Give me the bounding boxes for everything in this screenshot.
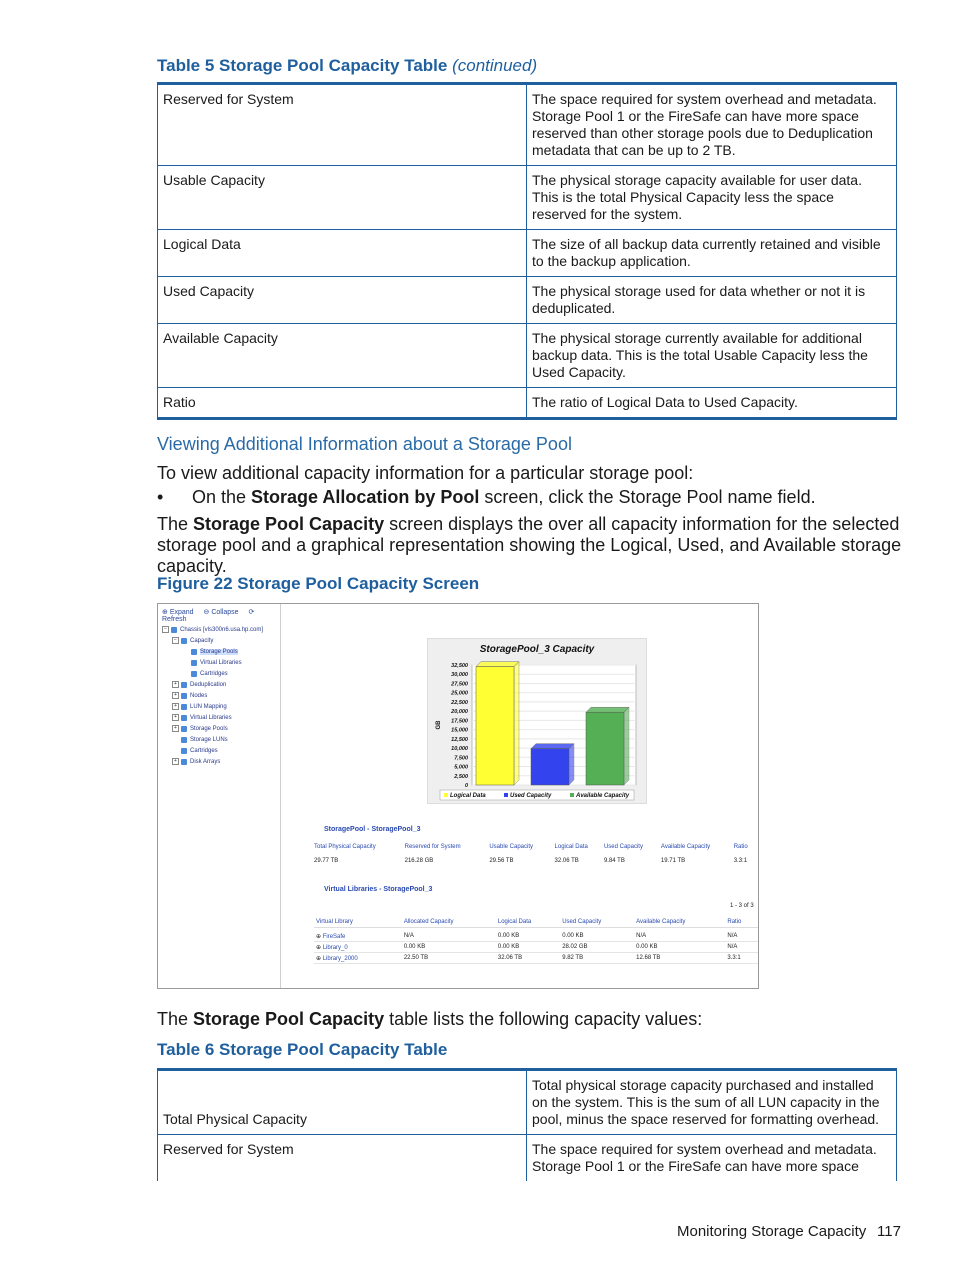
table-row xyxy=(158,388,897,419)
table-row xyxy=(314,942,758,953)
y-tick-label: 30,000 xyxy=(451,672,468,679)
table-header-row xyxy=(314,917,758,928)
refresh-label: Refresh xyxy=(162,616,187,623)
table6-caption: Table 6 Storage Pool Capacity Table xyxy=(157,1040,448,1059)
tree-node-label: LUN Mapping xyxy=(190,704,227,711)
node-icon xyxy=(181,682,187,688)
pool-capacity-table xyxy=(312,842,758,866)
tree-node-label: Disk Arrays xyxy=(190,759,221,766)
bar-top xyxy=(586,707,629,712)
table-cell: 29.77 TB xyxy=(314,858,339,864)
expand-toggle-icon[interactable]: − xyxy=(162,626,169,633)
table-row xyxy=(314,953,758,964)
navigation-tree xyxy=(162,626,263,769)
table5-caption xyxy=(157,56,537,76)
section-heading: Viewing Additional Information about a Storage Pool xyxy=(157,434,572,454)
legend-swatch xyxy=(504,793,508,797)
y-tick-label: 15,000 xyxy=(451,727,468,734)
expand-toggle-icon[interactable]: + xyxy=(172,714,179,721)
virtual-libraries-table xyxy=(314,917,758,964)
y-tick-label: 27,500 xyxy=(451,681,468,688)
description-cell: The physical storage currently available for additional backup data. This is the total Usable Capacity less the Used Capacity. xyxy=(527,324,897,388)
collapse-label: Collapse xyxy=(211,609,239,616)
description-cell: Total physical storage capacity purchased and installed on the system. This is the sum of all LUN capacity in the pool, minus the space reserved for formatting overhead. xyxy=(527,1070,897,1135)
column-header[interactable]: Virtual Library xyxy=(314,917,402,928)
tree-node[interactable] xyxy=(162,659,263,670)
bar-side xyxy=(624,707,629,785)
bullet-pre: On the xyxy=(192,487,252,507)
column-header[interactable]: Ratio xyxy=(725,917,758,928)
after-post: table lists the following capacity values: xyxy=(384,1009,703,1029)
description-cell: The size of all backup data currently retained and visible to the backup application. xyxy=(527,230,897,277)
bar xyxy=(531,749,569,785)
description-paragraph xyxy=(157,514,902,577)
bullet-bold: Storage Allocation by Pool xyxy=(251,487,480,507)
legend-label: Logical Data xyxy=(450,793,486,799)
column-header[interactable]: Used Capacity xyxy=(603,844,643,850)
table-row xyxy=(312,856,758,866)
column-header[interactable]: Reserved for System xyxy=(404,844,461,850)
chart-title: StoragePool_3 Capacity xyxy=(479,644,595,655)
tree-node[interactable] xyxy=(162,670,263,681)
storage-pool-capacity-screenshot xyxy=(157,603,759,989)
tree-node-label: Deduplication xyxy=(190,682,227,689)
column-header[interactable]: Allocated Capacity xyxy=(402,917,496,928)
y-tick-label: 32,500 xyxy=(451,663,468,669)
table-row xyxy=(158,1070,897,1135)
node-icon xyxy=(181,638,187,644)
y-tick-label: 25,000 xyxy=(451,690,468,697)
expand-toggle-icon[interactable]: + xyxy=(172,703,179,710)
table-row xyxy=(314,931,758,942)
description-cell: The space required for system overhead and metadata. Storage Pool 1 or the FireSafe can have more space reserved than other storage pools due to Deduplication metadata that can be up to 2 TB. xyxy=(527,84,897,166)
tree-node[interactable] xyxy=(162,747,263,758)
table-cell: 216.28 GB xyxy=(404,858,434,864)
table-row xyxy=(158,1135,897,1182)
table-cell: 32.06 TB xyxy=(554,858,579,864)
table-cell: 29.56 TB xyxy=(489,858,514,864)
tree-node-label: Cartridges xyxy=(190,748,218,755)
node-icon xyxy=(181,737,187,743)
tree-node[interactable] xyxy=(162,692,263,703)
tree-node[interactable] xyxy=(162,714,263,725)
column-header[interactable]: Logical Data xyxy=(496,917,560,928)
table-cell: 3.3:1 xyxy=(725,953,758,964)
y-tick-label: 10,000 xyxy=(451,746,468,753)
table5 xyxy=(157,82,897,420)
column-header[interactable]: Available Capacity xyxy=(634,917,725,928)
node-icon xyxy=(181,748,187,754)
y-tick-label: 0 xyxy=(464,783,468,789)
vl-table-title: Virtual Libraries - StoragePool_3 xyxy=(324,886,433,893)
table-cell: 19.71 TB xyxy=(660,858,686,864)
library-icon: ⊕ xyxy=(316,933,323,940)
y-tick-label: 17,500 xyxy=(451,718,468,725)
tree-node[interactable] xyxy=(162,637,263,648)
expand-toggle-icon[interactable]: − xyxy=(172,637,179,644)
tree-node[interactable] xyxy=(162,725,263,736)
term-cell: Reserved for System xyxy=(158,1135,527,1182)
table-cell: 12.68 TB xyxy=(634,953,725,964)
term-cell: Logical Data xyxy=(158,230,527,277)
legend-label: Used Capacity xyxy=(510,793,552,799)
column-header[interactable]: Logical Data xyxy=(554,844,588,850)
bullet-post: screen, click the Storage Pool name field. xyxy=(479,487,816,507)
column-header[interactable]: Used Capacity xyxy=(560,917,634,928)
node-icon xyxy=(191,649,197,655)
term-cell: Used Capacity xyxy=(158,277,527,324)
navigation-pane xyxy=(158,604,281,988)
tree-node-label: Chassis [vls300n6.usa.hp.com] xyxy=(180,627,264,634)
expand-toggle-icon[interactable]: + xyxy=(172,681,179,688)
table-cell: N/A xyxy=(725,931,758,942)
expand-label: Expand xyxy=(169,609,194,616)
expand-toggle-icon[interactable]: + xyxy=(172,692,179,699)
term-cell: Reserved for System xyxy=(158,84,527,166)
legend-label: Available Capacity xyxy=(576,793,630,799)
bar-side xyxy=(514,662,519,785)
column-header[interactable]: Available Capacity xyxy=(660,844,711,850)
tree-node-label: Capacity xyxy=(190,638,214,645)
legend-swatch xyxy=(570,793,574,797)
column-header[interactable]: Usable Capacity xyxy=(489,844,533,850)
library-link[interactable] xyxy=(314,942,402,953)
refresh-button[interactable]: ⟳ Refresh xyxy=(162,609,255,623)
table-row xyxy=(158,166,897,230)
library-icon: ⊕ xyxy=(316,944,323,951)
para-pre: The xyxy=(157,514,194,534)
table-row xyxy=(158,84,897,166)
description-cell: The physical storage used for data whether or not it is deduplicated. xyxy=(527,277,897,324)
term-cell: Usable Capacity xyxy=(158,166,527,230)
table-header-row xyxy=(312,842,758,852)
vl-count: 1 - 3 of 3 xyxy=(730,903,754,909)
expand-button[interactable]: ⊕ Expand xyxy=(162,609,194,616)
after-pre: The xyxy=(157,1009,194,1029)
library-link-label: Library_2000 xyxy=(322,955,358,962)
node-icon xyxy=(171,627,177,633)
library-link-label: Library_0 xyxy=(322,944,348,951)
node-icon xyxy=(191,671,197,677)
capacity-chart-svg xyxy=(428,639,646,803)
table-cell: 3.3:1 xyxy=(733,858,748,864)
table-cell: 9.84 TB xyxy=(603,858,625,864)
table-cell: 0.00 KB xyxy=(634,942,725,953)
description-cell: The space required for system overhead and metadata. Storage Pool 1 or the FireSafe can have more space xyxy=(527,1135,897,1182)
table6-clip xyxy=(157,1068,898,1181)
table-cell: 28.02 GB xyxy=(560,942,634,953)
tree-node[interactable] xyxy=(162,736,263,747)
table-cell: 32.06 TB xyxy=(496,953,560,964)
tree-node[interactable] xyxy=(162,703,263,714)
bar-top xyxy=(531,744,574,749)
description-cell: The physical storage capacity available for user data. This is the total Physical Capacity less the space reserved for the system. xyxy=(527,166,897,230)
tree-node-label: Nodes xyxy=(190,693,208,700)
table-cell: N/A xyxy=(634,931,725,942)
column-header[interactable]: Total Physical Capacity xyxy=(314,844,376,850)
tree-node[interactable] xyxy=(162,681,263,692)
y-tick-label: 7,500 xyxy=(454,755,468,762)
table-row xyxy=(158,230,897,277)
y-tick-label: 5,000 xyxy=(454,764,468,771)
node-icon xyxy=(191,660,197,666)
capacity-chart xyxy=(427,638,647,804)
library-link-label: FireSafe xyxy=(322,933,346,940)
expand-toggle-icon[interactable]: + xyxy=(172,725,179,732)
table-cell: 0.00 KB xyxy=(560,931,634,942)
bullet-item xyxy=(157,487,897,508)
para-bold: Storage Pool Capacity xyxy=(193,514,385,534)
tree-node-label: Virtual Libraries xyxy=(200,660,242,667)
node-icon xyxy=(181,704,187,710)
table-cell: N/A xyxy=(725,942,758,953)
library-link[interactable] xyxy=(314,931,402,942)
table-cell: 22.50 TB xyxy=(402,953,496,964)
table-intro-paragraph xyxy=(157,1009,702,1030)
bar xyxy=(586,712,624,785)
table-cell: 0.00 KB xyxy=(496,942,560,953)
table-cell: 0.00 KB xyxy=(402,942,496,953)
page-number: 117 xyxy=(877,1223,901,1240)
term-cell: Available Capacity xyxy=(158,324,527,388)
bar-top xyxy=(476,662,519,667)
y-axis-label: GB xyxy=(436,720,442,730)
term-cell: Total Physical Capacity xyxy=(158,1070,527,1135)
footer-section: Monitoring Storage Capacity xyxy=(677,1223,867,1240)
y-tick-label: 22,500 xyxy=(451,699,468,706)
table-cell: N/A xyxy=(402,931,496,942)
para-post: screen displays the over all capacity information for the selected storage pool and a graphical representation showing the Logical, Used, and Available storage capacity. xyxy=(157,514,902,576)
tree-node-label: Storage Pools xyxy=(200,649,238,656)
tree-node[interactable] xyxy=(162,626,263,637)
node-icon xyxy=(181,726,187,732)
library-icon: ⊕ xyxy=(316,955,323,962)
y-tick-label: 20,000 xyxy=(451,709,468,716)
legend-swatch xyxy=(444,793,448,797)
bullet-mark: • xyxy=(157,487,164,507)
table-row xyxy=(158,324,897,388)
bar xyxy=(476,667,514,785)
tree-node-label: Storage LUNs xyxy=(190,737,228,744)
bar-side xyxy=(569,744,574,785)
intro-text: To view additional capacity information for a particular storage pool: xyxy=(157,463,694,483)
library-link[interactable] xyxy=(314,953,402,964)
collapse-button[interactable]: ⊖ Collapse xyxy=(203,609,239,616)
table5-caption-text: Table 5 Storage Pool Capacity Table xyxy=(157,56,448,75)
term-cell: Ratio xyxy=(158,388,527,419)
table-cell: 0.00 KB xyxy=(496,931,560,942)
expand-toggle-icon[interactable]: + xyxy=(172,758,179,765)
tree-node-label: Virtual Libraries xyxy=(190,715,232,722)
figure-caption: Figure 22 Storage Pool Capacity Screen xyxy=(157,574,480,593)
description-cell: The ratio of Logical Data to Used Capacity. xyxy=(527,388,897,419)
pool-table-title: StoragePool - StoragePool_3 xyxy=(324,826,421,833)
tree-node-label: Cartridges xyxy=(200,671,228,678)
y-tick-label: 2,500 xyxy=(454,773,468,780)
y-tick-label: 12,500 xyxy=(451,736,468,743)
tree-node[interactable] xyxy=(162,758,263,769)
table5-continued: (continued) xyxy=(452,56,538,75)
node-icon xyxy=(181,693,187,699)
node-icon xyxy=(181,759,187,765)
tree-toolbar xyxy=(162,608,280,623)
column-header[interactable]: Ratio xyxy=(733,844,748,850)
table-row xyxy=(158,277,897,324)
node-icon xyxy=(181,715,187,721)
table-cell: 9.82 TB xyxy=(560,953,634,964)
tree-node-label: Storage Pools xyxy=(190,726,228,733)
after-bold: Storage Pool Capacity xyxy=(193,1009,385,1029)
tree-node[interactable] xyxy=(162,648,263,659)
table6 xyxy=(157,1068,897,1181)
